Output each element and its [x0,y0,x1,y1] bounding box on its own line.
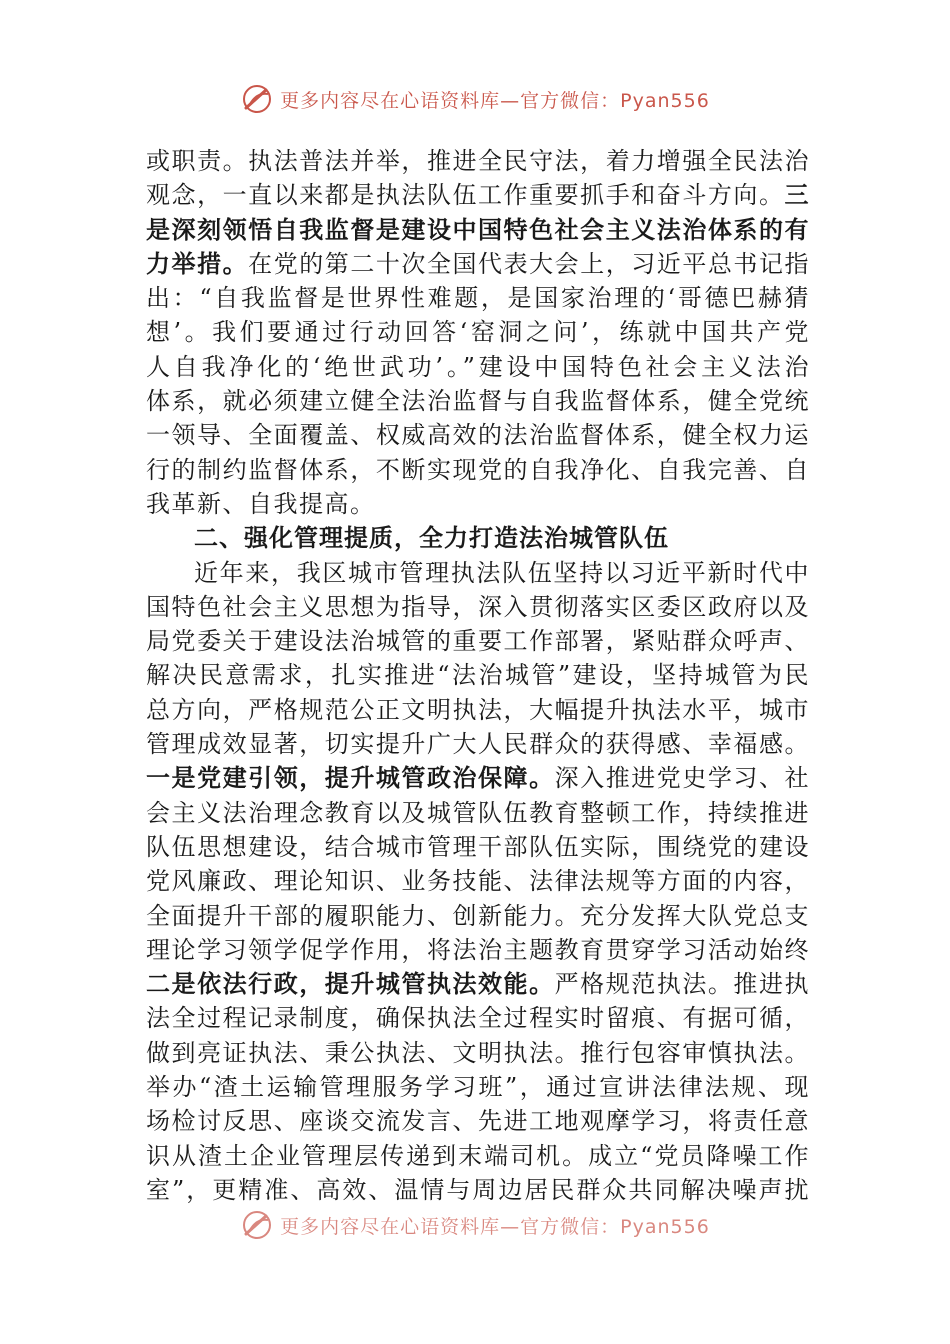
section-heading: 二、强化管理提质，全力打造法治城管队伍 [194,524,669,553]
text-line: 近年来，我区城市管理执法队伍坚持以习近平新时代中 [194,558,810,587]
watermark-footer [0,1208,950,1242]
text-line: 全面提升干部的履职能力、创新能力。充分发挥大队党总支 [146,901,810,930]
watermark-text: 更多内容尽在心语资料库—官方微信：Pyan556 [280,89,710,112]
text-line: 会主义法治理念教育以及城管队伍教育整顿工作，持续推进 [146,798,810,827]
text-line: 力举措。在党的第二十次全国代表大会上，习近平总书记指 [146,249,811,278]
text-line: 法全过程记录制度，确保执法全过程实时留痕、有据可循， [146,1004,810,1033]
text-line: 出：“自我监督是世界性难题，是国家治理的‘哥德巴赫猜 [146,284,810,313]
text-line: 二是依法行政，提升城管执法效能。严格规范执法。推进执 [146,970,810,999]
text-line: 党风廉政、理论知识、业务技能、法律法规等方面的内容， [146,867,810,896]
text-line: 或职责。执法普法并举，推进全民守法，着力增强全民法治 [146,147,810,175]
document-body [146,144,810,1207]
text-line: 举办“渣土运输管理服务学习班”，通过宣讲法律法规、现 [146,1073,810,1102]
text-line: 一领导、全面覆盖、权威高效的法治监督体系，健全权力运 [146,421,810,450]
text-line: 是深刻领悟自我监督是建设中国特色社会主义法治体系的有 [146,215,810,244]
text-line: 想’。我们要通过行动回答‘窑洞之问’，练就中国共产党 [146,318,810,347]
text-line: 做到亮证执法、秉公执法、文明执法。推行包容审慎执法。 [146,1038,810,1067]
text-line: 管理成效显著，切实提升广大人民群众的获得感、幸福感。 [146,730,810,759]
text-line: 解决民意需求，扎实推进“法治城管”建设，坚持城管为民 [146,661,810,690]
watermark-header [0,82,950,116]
brush-logo-icon [240,82,274,116]
text-line: 国特色社会主义思想为指导，深入贯彻落实区委区政府以及 [146,592,810,621]
text-line: 队伍思想建设，结合城市管理干部队伍实际，围绕党的建设 [146,832,810,861]
text-line: 人自我净化的‘绝世武功’。”建设中国特色社会主义法治 [146,352,810,381]
text-line: 我革新、自我提高。 [146,489,376,518]
text-line: 室”，更精准、高效、温情与周边居民群众共同解决噪声扰 [146,1175,810,1204]
text-line: 观念，一直以来都是执法队伍工作重要抓手和奋斗方向。三 [146,181,810,210]
text-line: 局党委关于建设法治城管的重要工作部署，紧贴群众呼声、 [146,627,810,656]
text-line: 行的制约监督体系，不断实现党的自我净化、自我完善、自 [146,455,810,484]
text-line: 理论学习领学促学作用，将法治主题教育贯穿学习活动始终 [146,935,810,964]
text-line: 一是党建引领，提升城管政治保障。深入推进党史学习、社 [146,764,810,793]
text-line: 识从渣土企业管理层传递到末端司机。成立“党员降噪工作 [146,1141,810,1170]
text-line: 体系，就必须建立健全法治监督与自我监督体系，健全党统 [146,387,810,416]
watermark-text: 更多内容尽在心语资料库—官方微信：Pyan556 [280,1215,710,1238]
brush-logo-icon [240,1208,274,1242]
text-line: 总方向，严格规范公正文明执法，大幅提升执法水平，城市 [146,695,810,724]
text-line: 场检讨反思、座谈交流发言、先进工地观摩学习，将责任意 [146,1107,810,1136]
